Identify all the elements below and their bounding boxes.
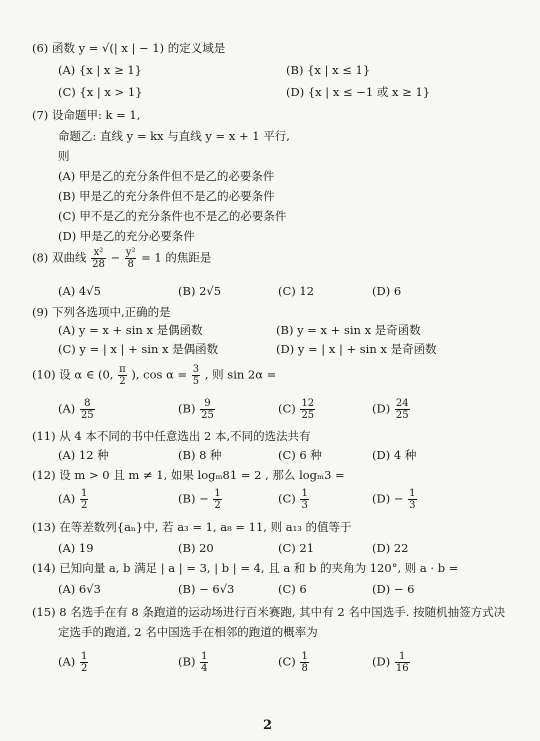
q7-option-a: (A) 甲是乙的充分条件但不是乙的必要条件 <box>58 169 275 183</box>
q15-c-label: (C) <box>278 654 296 669</box>
q8-stem-pre: (8) 双曲线 <box>32 250 87 265</box>
q15-option-a <box>58 651 89 674</box>
q6-option-a: (A) {x | x ≥ 1} <box>58 63 142 77</box>
q6-option-b: (B) {x | x ≤ 1} <box>286 63 371 77</box>
q10-c-label: (C) <box>278 401 296 416</box>
q12-a-num: 1 <box>80 488 88 499</box>
q9-option-d: (D) y = | x | + sin x 是奇函数 <box>276 342 437 356</box>
q12-b-fraction <box>213 488 221 511</box>
q15-c-fraction <box>300 651 308 674</box>
q15-option-d <box>372 651 411 674</box>
q9-option-b: (B) y = x + sin x 是奇函数 <box>276 323 421 337</box>
q8-f1-num: x² <box>91 247 106 259</box>
q6-option-d: (D) {x | x ≤ −1 或 x ≥ 1} <box>286 85 431 99</box>
q11-option-d: (D) 4 种 <box>372 448 417 462</box>
q8-fraction-y <box>125 247 137 270</box>
q9-option-c: (C) y = | x | + sin x 是偶函数 <box>58 342 219 356</box>
q15-line2: 定选手的跑道, 2 名中国选手在相邻的跑道的概率为 <box>58 625 318 639</box>
q10-option-c <box>278 398 316 421</box>
q10-stem-post: , 则 sin 2α = <box>204 367 277 382</box>
q8-fraction-x <box>91 247 106 270</box>
q15-b-fraction <box>200 651 208 674</box>
q10-b-den: 25 <box>201 410 214 421</box>
q8-f1-den: 28 <box>92 259 105 270</box>
q14-option-c: (C) 6 <box>278 582 307 596</box>
q11-option-b: (B) 8 种 <box>178 448 222 462</box>
q12-d-label: (D) − <box>372 491 404 506</box>
q10-stem <box>32 364 276 387</box>
q12-stem: (12) 设 m > 0 且 m ≠ 1, 如果 logₘ81 = 2 , 那么 logₘ3 = <box>32 468 345 482</box>
q6-stem: (6) 函数 y = √(| x | − 1) 的定义域是 <box>32 41 226 55</box>
q12-c-den: 3 <box>301 500 308 511</box>
q12-c-num: 1 <box>301 488 308 499</box>
q12-b-den: 2 <box>214 500 221 511</box>
q15-d-label: (D) <box>372 654 391 669</box>
q12-c-fraction <box>300 488 308 511</box>
q13-option-b: (B) 20 <box>178 541 214 555</box>
q12-d-num: 1 <box>409 488 416 499</box>
q8-option-b: (B) 2√5 <box>178 284 222 298</box>
q12-a-label: (A) <box>58 491 76 506</box>
q15-a-label: (A) <box>58 654 76 669</box>
q10-stem-mid: ), cos α = <box>131 367 188 382</box>
q15-d-num: 1 <box>395 651 410 663</box>
q8-stem <box>32 247 211 270</box>
q14-option-a: (A) 6√3 <box>58 582 101 596</box>
q10-option-b <box>178 398 216 421</box>
q10-c-num: 12 <box>301 398 315 409</box>
q12-a-fraction <box>80 488 88 511</box>
q15-b-label: (B) <box>178 654 196 669</box>
q13-option-a: (A) 19 <box>58 541 94 555</box>
q12-c-label: (C) <box>278 491 296 506</box>
q10-b-fraction <box>200 398 215 421</box>
q8-stem-post: = 1 的焦距是 <box>141 250 212 265</box>
q10-c-fraction <box>300 398 315 421</box>
q10-d-label: (D) <box>372 401 391 416</box>
q12-option-c <box>278 488 310 511</box>
q10-b-num: 9 <box>200 398 215 410</box>
q8-f2-num: y² <box>125 247 136 258</box>
q13-option-d: (D) 22 <box>372 541 409 555</box>
q6-option-c: (C) {x | x > 1} <box>58 85 143 99</box>
q7-option-b: (B) 甲是乙的充分条件但不是乙的必要条件 <box>58 189 275 203</box>
q12-b-label: (B) − <box>178 491 209 506</box>
q15-d-fraction <box>395 651 410 674</box>
q15-b-num: 1 <box>201 651 208 662</box>
q10-a-den: 25 <box>80 410 94 421</box>
q7-option-d: (D) 甲是乙的充分必要条件 <box>58 229 195 243</box>
q12-option-a <box>58 488 89 511</box>
q10-interval-fraction <box>118 364 127 387</box>
q8-f2-den: 8 <box>127 259 134 270</box>
q10-option-a <box>58 398 96 421</box>
q13-option-c: (C) 21 <box>278 541 315 555</box>
q10-c-den: 25 <box>301 410 315 421</box>
q14-stem: (14) 已知向量 a, b 满足 | a | = 3, | b | = 4, 且 a 和 b 的夹角为 120°, 则 a · b = <box>32 561 459 575</box>
q10-a-label: (A) <box>58 401 76 416</box>
q10-d-num: 24 <box>395 398 409 409</box>
q15-stem: (15) 8 名选手在有 8 条跑道的运动场进行百米赛跑, 其中有 2 名中国选手. 按随机抽签方式决 <box>32 605 506 619</box>
q12-a-den: 2 <box>80 500 88 511</box>
q10-a-num: 8 <box>80 398 95 410</box>
q10-cos-fraction <box>192 364 200 387</box>
q10-cos-num: 3 <box>192 364 200 375</box>
q10-a-fraction <box>80 398 95 421</box>
q15-a-den: 2 <box>80 663 88 674</box>
q15-b-den: 4 <box>201 663 208 674</box>
q10-d-den: 25 <box>395 410 409 421</box>
q15-a-num: 1 <box>80 651 88 662</box>
q8-option-d: (D) 6 <box>372 284 402 298</box>
q10-int-den: 2 <box>119 376 126 387</box>
q12-option-b <box>178 488 223 511</box>
q15-d-den: 16 <box>395 663 409 674</box>
q11-stem: (11) 从 4 本不同的书中任意选出 2 本,不同的选法共有 <box>32 429 311 443</box>
q14-option-b: (B) − 6√3 <box>178 582 235 596</box>
q8-minus: − <box>110 250 121 265</box>
q15-option-b <box>178 651 209 674</box>
q9-stem: (9) 下列各选项中,正确的是 <box>32 305 171 319</box>
q9-option-a: (A) y = x + sin x 是偶函数 <box>58 323 203 337</box>
page-number: 2 <box>263 718 273 733</box>
q7-stem: (7) 设命题甲: k = 1, <box>32 108 141 122</box>
q12-d-den: 3 <box>409 500 416 511</box>
q14-option-d: (D) − 6 <box>372 582 415 596</box>
q12-d-fraction <box>408 488 416 511</box>
q7-line2: 命题乙: 直线 y = kx 与直线 y = x + 1 平行, <box>58 129 290 143</box>
q10-int-num: π <box>119 364 126 375</box>
q7-line3: 则 <box>58 149 70 163</box>
q10-b-label: (B) <box>178 401 196 416</box>
q15-option-c <box>278 651 310 674</box>
q13-stem: (13) 在等差数列{aₙ}中, 若 a₃ = 1, a₈ = 11, 则 a₁₃ 的值等于 <box>32 520 352 534</box>
q15-c-num: 1 <box>301 651 308 662</box>
q8-option-a: (A) 4√5 <box>58 284 101 298</box>
q10-d-fraction <box>395 398 410 421</box>
q15-a-fraction <box>80 651 88 674</box>
q11-option-c: (C) 6 种 <box>278 448 322 462</box>
q10-cos-den: 5 <box>192 376 200 387</box>
q15-c-den: 8 <box>301 663 308 674</box>
q12-option-d <box>372 488 418 511</box>
q10-option-d <box>372 398 411 421</box>
q11-option-a: (A) 12 种 <box>58 448 109 462</box>
q8-option-c: (C) 12 <box>278 284 315 298</box>
q10-stem-pre: (10) 设 α ∈ (0, <box>32 367 114 382</box>
q7-option-c: (C) 甲不是乙的充分条件也不是乙的必要条件 <box>58 209 287 223</box>
q12-b-num: 1 <box>214 488 221 499</box>
